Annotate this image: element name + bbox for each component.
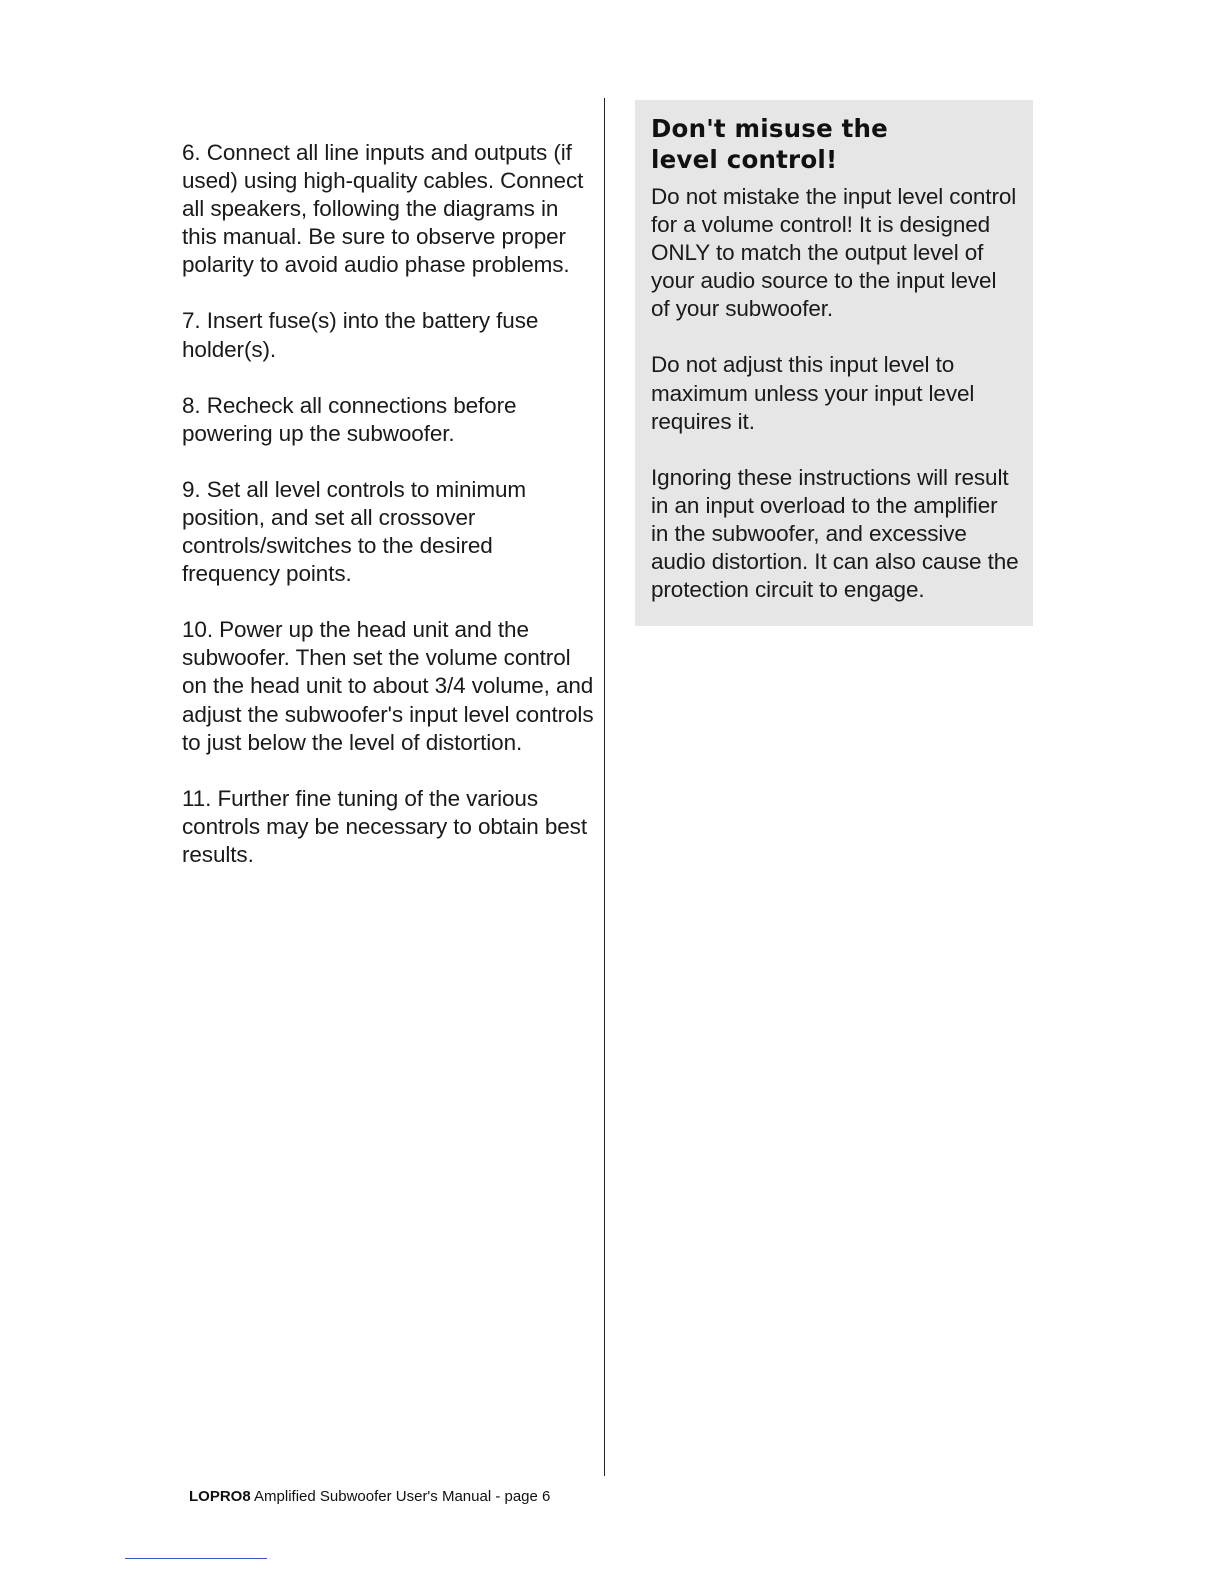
callout-paragraph-1: Do not mistake the input level control for a volume control! It is designed ONLY to match the output level of your audio source to the input level of your subwoofer. xyxy=(651,184,1017,322)
warning-callout-box xyxy=(635,100,1033,626)
step-9: 9. Set all level controls to minimum position, and set all crossover controls/switches to the desired frequency points. xyxy=(182,476,527,587)
callout-title-line-2: level control! xyxy=(651,145,838,174)
footer-text: Amplified Subwoofer User's Manual - page 6 xyxy=(250,1488,551,1505)
step-8: 8. Recheck all connections before powering up the subwoofer. xyxy=(182,392,517,446)
installation-steps xyxy=(182,139,594,897)
bottom-underline-link[interactable] xyxy=(125,1558,267,1559)
callout-paragraph-3: Ignoring these instructions will result in an input overload to the amplifier in the subwoofer, and excessive audio distortion. It can also cause the protection circuit to engage. xyxy=(651,464,1019,603)
callout-title xyxy=(651,113,1019,175)
page-footer xyxy=(189,1487,550,1507)
step-11: 11. Further fine tuning of the various controls may be necessary to obtain best results. xyxy=(182,785,587,867)
footer-model-name: LOPRO8 xyxy=(189,1488,251,1505)
step-6: 6. Connect all line inputs and outputs (if used) using high-quality cables. Connect all speakers, following the diagrams in this manual. Be sure to observe proper polarity to avoid audio phase problems. xyxy=(182,140,584,278)
step-7: 7. Insert fuse(s) into the battery fuse holder(s). xyxy=(182,308,539,362)
callout-title-line-1: Don't misuse the xyxy=(651,114,889,143)
column-divider xyxy=(604,98,605,1476)
step-10: 10. Power up the head unit and the subwoofer. Then set the volume control on the head unit to about 3/4 volume, and adjust the subwoofer's input level controls to just below the level of distortion. xyxy=(182,617,594,755)
callout-paragraph-2: Do not adjust this input level to maximum unless your input level requires it. xyxy=(651,352,975,434)
